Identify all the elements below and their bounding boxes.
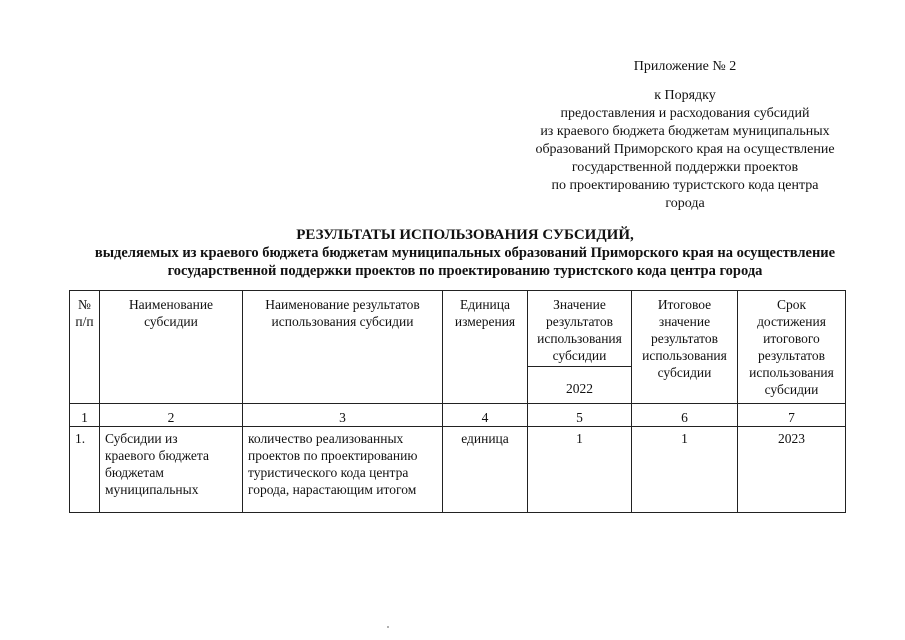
row-unit: единица — [443, 427, 528, 513]
header-deadline: Срок достижения итогового результатов использования субсидии — [738, 291, 846, 404]
row-value: 1 — [528, 427, 632, 513]
row-total: 1 — [632, 427, 738, 513]
header-value: Значение результатов использования субсидии — [528, 291, 632, 367]
report-subtitle-line: государственной поддержки проектов по проектированию туристского кода центра города — [167, 263, 763, 279]
column-number: 2 — [100, 404, 243, 427]
header-year: 2022 — [528, 367, 632, 404]
appendix-line: государственной поддержки проектов — [571, 160, 799, 175]
scan-speck — [387, 626, 389, 628]
row-subsidy-name: Субсидии из краевого бюджета бюджетам муниципальных — [100, 427, 243, 513]
header-total: Итоговое значение результатов использования субсидии — [632, 291, 738, 404]
appendix-line: образований Приморского края на осуществление — [535, 142, 835, 157]
appendix-line: предоставления и расходования субсидий — [560, 106, 810, 121]
header-subsidy-name: Наименование субсидии — [100, 291, 243, 404]
appendix-line: из краевого бюджета бюджетам муниципальных — [540, 124, 830, 139]
appendix-line: к Порядку — [654, 88, 716, 103]
results-table — [69, 290, 846, 513]
row-result-name: количество реализованных проектов по проектированию туристического кода центра города, нарастающим итогом — [243, 427, 443, 513]
row-deadline: 2023 — [738, 427, 846, 513]
row-num: 1. — [70, 427, 100, 513]
header-unit: Единица измерения — [443, 291, 528, 404]
appendix-line: города — [665, 196, 705, 211]
column-number: 7 — [738, 404, 846, 427]
appendix-header — [490, 58, 880, 213]
column-number: 4 — [443, 404, 528, 427]
column-number: 5 — [528, 404, 632, 427]
report-title-block — [40, 226, 890, 280]
report-title: РЕЗУЛЬТАТЫ ИСПОЛЬЗОВАНИЯ СУБСИДИЙ, — [296, 227, 634, 243]
column-number: 6 — [632, 404, 738, 427]
table-row — [70, 427, 846, 513]
header-result-name: Наименование результатов использования субсидии — [243, 291, 443, 404]
report-subtitle-line: выделяемых из краевого бюджета бюджетам муниципальных образований Приморского края на осуществление — [94, 245, 836, 261]
column-number-row — [70, 404, 846, 427]
appendix-title: Приложение № 2 — [633, 59, 737, 74]
table-header-row — [70, 291, 846, 367]
header-num: № п/п — [70, 291, 100, 404]
column-number: 3 — [243, 404, 443, 427]
appendix-line: по проектированию туристского кода центра — [551, 178, 819, 193]
column-number: 1 — [70, 404, 100, 427]
